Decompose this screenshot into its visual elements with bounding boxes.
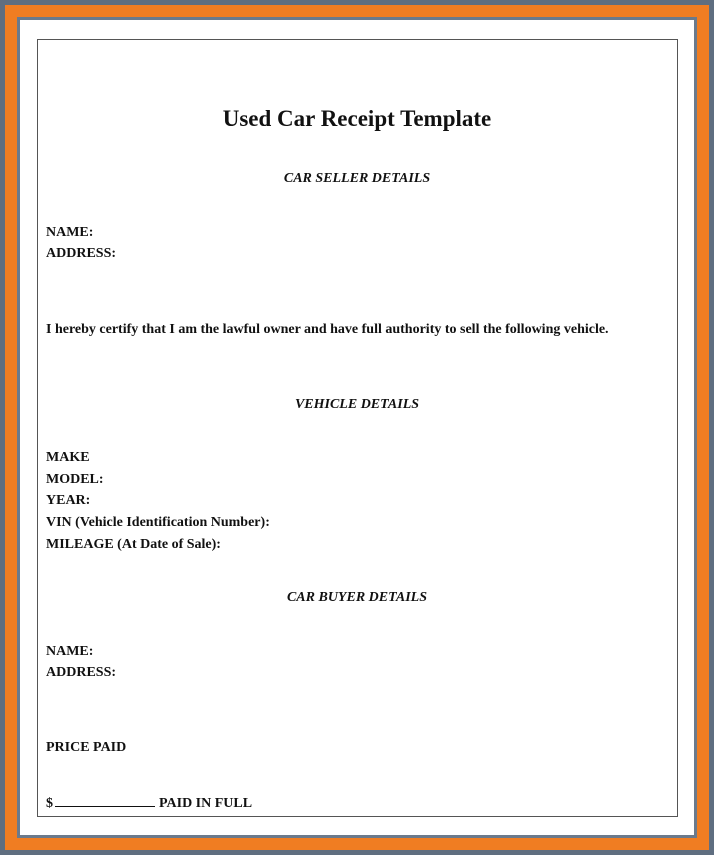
payment-line xyxy=(46,794,252,812)
amount-blank-line xyxy=(55,794,155,807)
vehicle-model-label: MODEL: xyxy=(46,472,104,487)
vehicle-mileage-label: MILEAGE (At Date of Sale): xyxy=(46,537,221,552)
currency-symbol: $ xyxy=(46,796,53,811)
seller-name-label: NAME: xyxy=(46,225,94,240)
certification-text: I hereby certify that I am the lawful owner and have full authority to sell the following vehicle. xyxy=(46,322,609,337)
seller-address-label: ADDRESS: xyxy=(46,246,117,261)
buyer-name-label: NAME: xyxy=(46,644,94,659)
paid-in-full-label: PAID IN FULL xyxy=(159,796,253,811)
vehicle-vin-label: VIN (Vehicle Identification Number): xyxy=(46,515,270,530)
buyer-address-label: ADDRESS: xyxy=(46,665,117,680)
vehicle-year-label: YEAR: xyxy=(46,493,91,508)
seller-section-heading: CAR SELLER DETAILS xyxy=(283,171,431,186)
document-border xyxy=(37,39,678,817)
buyer-section-heading: CAR BUYER DETAILS xyxy=(286,590,428,605)
price-paid-label: PRICE PAID xyxy=(46,740,127,755)
document-title: Used Car Receipt Template xyxy=(222,106,492,131)
vehicle-make-label: MAKE xyxy=(46,450,90,465)
vehicle-section-heading: VEHICLE DETAILS xyxy=(294,397,420,412)
